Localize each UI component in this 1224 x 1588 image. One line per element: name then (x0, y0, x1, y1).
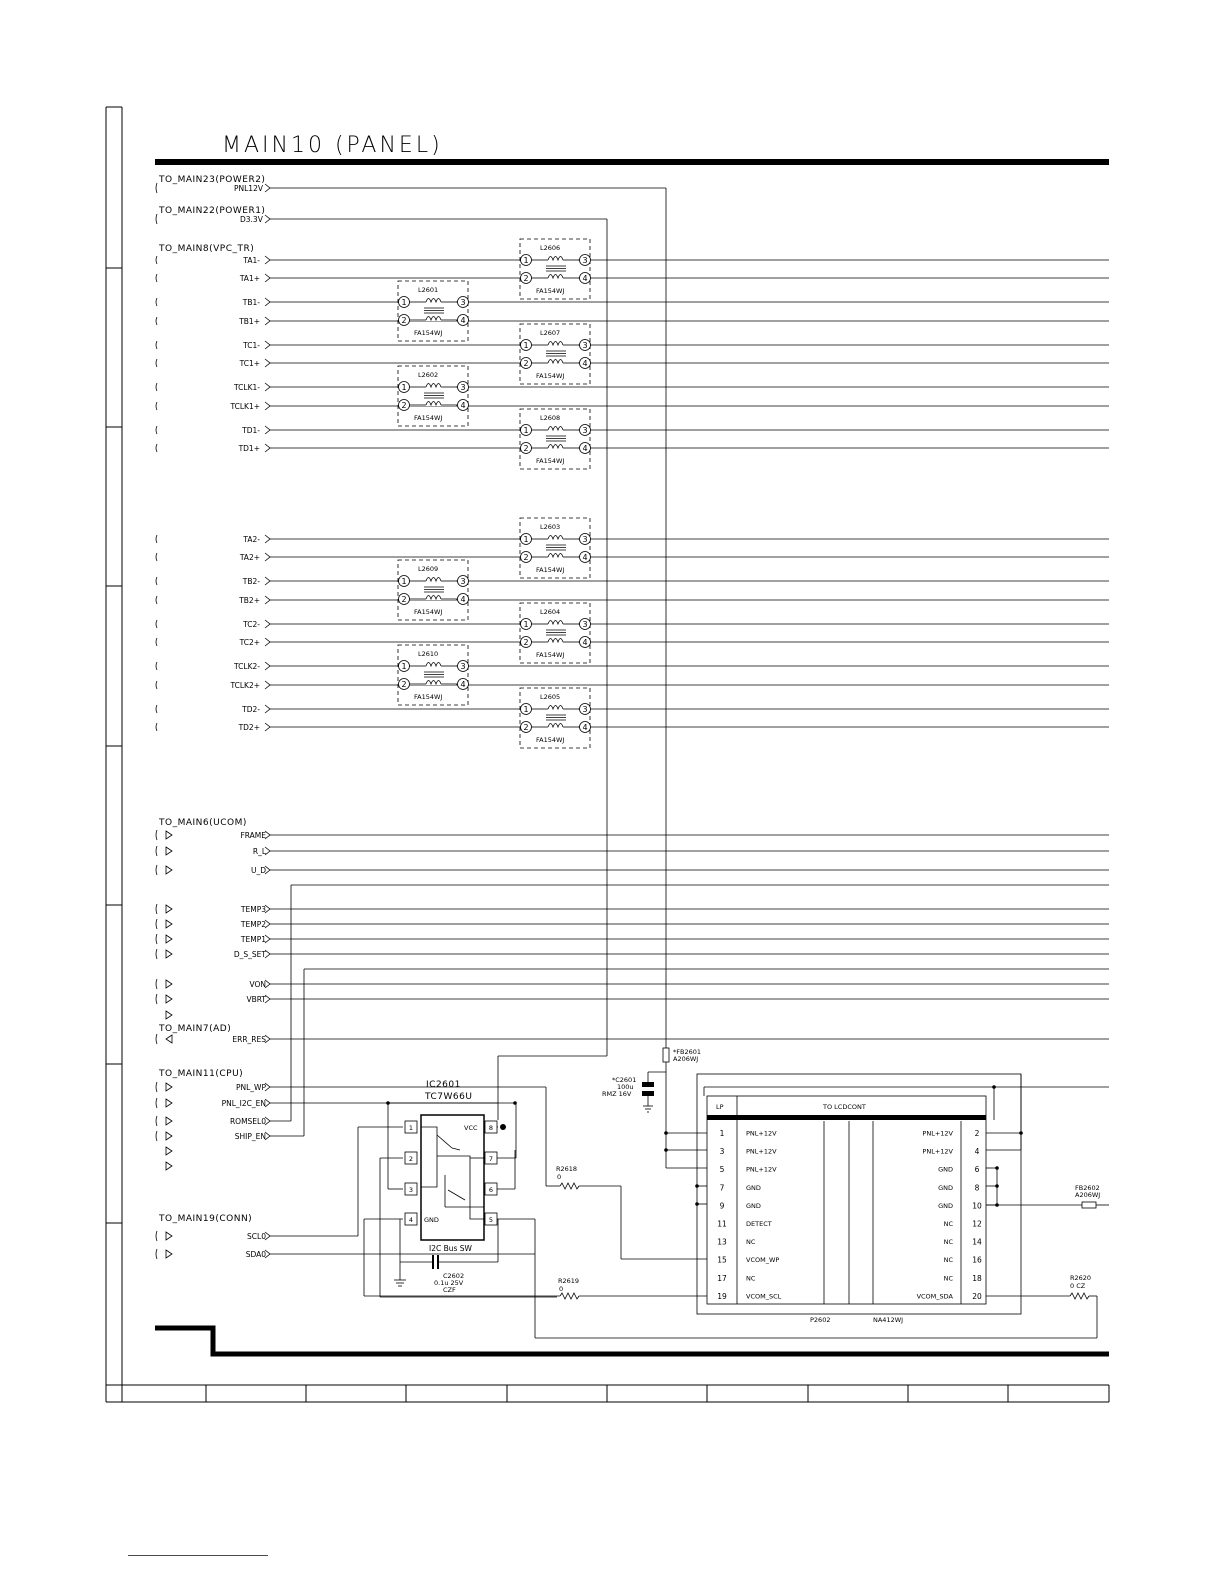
filter-pin-label: 4 (582, 274, 588, 283)
filter-part: FA154WJ (414, 414, 443, 422)
filter-pin-label: 3 (460, 577, 466, 586)
filter-pin-label: 2 (401, 401, 407, 410)
lvds-row-tb2m (156, 577, 1109, 585)
connector-signal-right: PNL+12V (922, 1147, 953, 1156)
ic-pin-number: 8 (488, 1124, 494, 1132)
connector-top-bar (707, 1115, 986, 1120)
filter-pin-label: 2 (401, 316, 407, 325)
c2601-plate-b (642, 1091, 654, 1096)
connector-to: TO LCDCONT (823, 1103, 866, 1111)
ic-pin-number: 2 (408, 1155, 414, 1163)
ic2601-caption: I2C Bus SW (429, 1244, 472, 1253)
ctrl-row-rl (156, 846, 1109, 856)
signal-tc2m: TC2- (243, 620, 260, 629)
filter-l2606 (520, 239, 591, 299)
connector-pin-left: 19 (717, 1291, 727, 1301)
filter-pin-label: 1 (523, 256, 529, 265)
group-label-ad: TO_MAIN7(AD) (159, 1024, 232, 1034)
connector-signal-left: NC (746, 1274, 756, 1283)
filter-pin-label: 3 (582, 620, 588, 629)
group-label-power1: TO_MAIN22(POWER1) (159, 206, 266, 216)
filter-ref: L2609 (418, 565, 439, 573)
signal-ta1p: TA1+ (239, 274, 260, 283)
connector-signal-left: VCOM_WP (746, 1256, 780, 1265)
filter-ref: L2603 (540, 523, 561, 531)
filter-part: FA154WJ (536, 651, 565, 659)
signal-tc2p: TC2+ (239, 638, 260, 647)
filter-pin-label: 4 (460, 401, 466, 410)
filter-part: FA154WJ (536, 566, 565, 574)
bottom-bar (155, 1328, 1109, 1354)
connector-signal-left: DETECT (746, 1220, 772, 1228)
ctrl-row-von (156, 979, 1109, 989)
filter-pin-label: 3 (582, 705, 588, 714)
filter-pin-label: 1 (401, 383, 407, 392)
filter-ref: L2606 (540, 244, 561, 252)
connector-signal-right: NC (943, 1274, 953, 1283)
filter-pin-label: 3 (582, 256, 588, 265)
filter-ref: L2608 (540, 414, 561, 422)
filter-pin-label: 4 (582, 553, 588, 562)
filter-pin-label: 3 (582, 426, 588, 435)
connector-pin-left: 15 (717, 1255, 727, 1265)
connector-signal-right: NC (943, 1220, 953, 1228)
connector-pin-right: 4 (974, 1147, 980, 1157)
filter-pin-label: 3 (582, 341, 588, 350)
filter-l2603 (520, 518, 591, 578)
lvds-row-tc1m (156, 341, 1109, 349)
c2601-rating: RMZ 16V (602, 1090, 632, 1098)
connector-signal-right: PNL+12V (922, 1129, 953, 1138)
signal-dsset: D_S_SET (233, 950, 266, 959)
c2601-plate-a (642, 1082, 654, 1087)
filter-l2610 (398, 645, 469, 705)
filter-part: FA154WJ (414, 608, 443, 616)
filter-pin-label: 2 (523, 638, 529, 647)
r2620-ref: R2620 (1070, 1274, 1092, 1282)
ic-pin-number: 4 (408, 1216, 414, 1224)
ic2601-part: TC7W66U (425, 1092, 473, 1102)
filter-pin-label: 2 (523, 274, 529, 283)
ic2601-ref: IC2601 (426, 1080, 461, 1090)
connector-signal-left: GND (746, 1183, 761, 1192)
connector-row (720, 1129, 980, 1138)
ctrl-row-vbrt (156, 994, 1109, 1004)
ctrl-row-ud (156, 865, 1109, 875)
connector-pin-left: 3 (719, 1147, 725, 1157)
signal-td2m: TD2- (242, 705, 260, 714)
connector-part: NA412WJ (873, 1316, 904, 1324)
connector-lp: LP (716, 1103, 724, 1111)
filter-pin-label: 2 (401, 680, 407, 689)
filter-pin-label: 3 (460, 298, 466, 307)
signal-romsel0: ROMSEL0 (229, 1117, 266, 1126)
filter-pin-label: 4 (582, 638, 588, 647)
filter-pin-label: 4 (582, 444, 588, 453)
signal-tc1p: TC1+ (239, 359, 260, 368)
ic2601-vcc: VCC (464, 1124, 478, 1132)
signal-errres: ERR_RES (232, 1035, 266, 1044)
connector-ref: P2602 (810, 1316, 831, 1324)
r2619-ref: R2619 (558, 1277, 580, 1285)
connector-pin-right: 14 (972, 1237, 982, 1247)
group-label-power2: TO_MAIN23(POWER2) (159, 175, 266, 185)
filter-ref: L2610 (418, 650, 439, 658)
filter-part: FA154WJ (536, 372, 565, 380)
connector-row (717, 1292, 982, 1301)
c2602-type: CZF (443, 1286, 456, 1294)
filter-ref: L2604 (540, 608, 561, 616)
connector-pin-left: 13 (717, 1237, 727, 1247)
r2620-value: 0 CZ (1070, 1282, 1086, 1290)
signal-pnli2cen: PNL_I2C_EN (221, 1099, 266, 1108)
r2618-value: 0 (557, 1173, 562, 1181)
signal-tb2m: TB2- (242, 577, 260, 586)
filter-pin-label: 4 (460, 595, 466, 604)
filter-pin-label: 1 (401, 577, 407, 586)
filter-part: FA154WJ (536, 736, 565, 744)
signal-td2p: TD2+ (238, 723, 260, 732)
connector-signal-left: PNL+12V (746, 1129, 777, 1138)
signal-ud: U_D (250, 866, 266, 875)
ic-pin-number: 6 (488, 1186, 494, 1194)
connector-row (717, 1274, 982, 1283)
ctrl-row-frame (156, 830, 1109, 840)
filter-part: FA154WJ (414, 693, 443, 701)
lvds-row-ta2m (156, 535, 1109, 543)
control-nets (156, 830, 1109, 1259)
filter-pin-label: 4 (460, 680, 466, 689)
c2602-value: 0.1u 25V (434, 1279, 464, 1287)
signal-pnl12v: PNL12V (234, 184, 263, 193)
connector-signal-left: PNL+12V (746, 1147, 777, 1156)
filter-ref: L2605 (540, 693, 561, 701)
filter-l2607 (520, 324, 591, 384)
sheet-title: MAIN10 (PANEL) (222, 133, 443, 158)
filter-pin-label: 2 (401, 595, 407, 604)
c2601-value: 100u (617, 1083, 634, 1091)
connector-pin-right: 18 (972, 1273, 982, 1283)
connector-pin-right: 12 (972, 1219, 982, 1229)
ic-pin-number: 3 (408, 1186, 414, 1194)
connector-pin-left: 1 (719, 1129, 725, 1138)
ic-junction-dot (500, 1124, 506, 1130)
ic-pin-number: 1 (408, 1124, 414, 1132)
connector-signal-right: VCOM_SDA (916, 1292, 953, 1301)
signal-ta2p: TA2+ (239, 553, 260, 562)
lvds-labels (229, 256, 260, 732)
ic-junction-dot (513, 1101, 517, 1105)
lvds-row-tclk2p (156, 681, 1109, 689)
filter-part: FA154WJ (536, 457, 565, 465)
ctrl-row-temp2 (156, 919, 1109, 929)
group-label-vpc-tr: TO_MAIN8(VPC_TR) (159, 244, 255, 254)
lvds-row-ta2p (156, 553, 1109, 561)
filter-pin-label: 2 (523, 553, 529, 562)
ic2601-gnd: GND (424, 1216, 439, 1224)
fb2601-part: A206WJ (673, 1055, 699, 1063)
connector-pin-right: 16 (972, 1255, 982, 1265)
connector-row (720, 1201, 982, 1210)
connector-row (717, 1238, 982, 1247)
signal-shipen: SHIP_EN (234, 1132, 266, 1141)
filter-pin-label: 1 (401, 298, 407, 307)
connector-signal-right: GND (938, 1165, 953, 1174)
filter-pin-label: 2 (523, 359, 529, 368)
signal-sda0: SDA0 (245, 1250, 266, 1259)
connector-signal-right: NC (943, 1256, 953, 1265)
ic2601-pins (405, 1121, 497, 1225)
filter-l2604 (520, 603, 591, 663)
filter-ref: L2607 (540, 329, 561, 337)
connector-row (717, 1220, 982, 1229)
filter-pin-label: 4 (460, 316, 466, 325)
group-label-ucom: TO_MAIN6(UCOM) (159, 818, 247, 828)
lvds-row-ta1m (156, 256, 1109, 264)
ctrl-row-dsset (156, 949, 1109, 959)
filter-pin-label: 3 (460, 383, 466, 392)
signal-tclk2m: TCLK2- (234, 662, 260, 671)
signal-tb2p: TB2+ (239, 596, 260, 605)
signal-d33v: D3.3V (240, 215, 263, 224)
connector-signal-right: GND (938, 1183, 953, 1192)
signal-tb1m: TB1- (242, 298, 260, 307)
signal-scl0: SCL0 (247, 1232, 266, 1241)
connector-rows (717, 1129, 982, 1301)
connector-signal-left: PNL+12V (746, 1165, 777, 1174)
signal-temp2: TEMP2 (240, 920, 266, 929)
connector-pin-left: 9 (719, 1201, 725, 1211)
ctrl-row-temp3 (156, 904, 1109, 914)
filter-pin-label: 1 (523, 535, 529, 544)
connector-row (720, 1165, 980, 1174)
signal-von: VON (249, 980, 266, 989)
filter-ref: L2601 (418, 286, 439, 294)
lvds-nets (156, 256, 1109, 731)
lvds-row-td1m (156, 426, 1109, 434)
filter-part: FA154WJ (536, 287, 565, 295)
connector-pin-right: 6 (974, 1165, 980, 1175)
filter-pin-label: 3 (460, 662, 466, 671)
r2618-ref: R2618 (556, 1165, 578, 1173)
lvds-row-tclk2m (156, 662, 1109, 670)
lvds-row-tc2p (156, 638, 1109, 646)
signal-temp1: TEMP1 (240, 935, 266, 944)
filter-pin-label: 2 (523, 723, 529, 732)
connector-signal-right: NC (943, 1238, 953, 1247)
signal-tclk2p: TCLK2+ (230, 681, 260, 690)
lvds-row-tb1p (156, 317, 1109, 325)
filter-pin-label: 1 (401, 662, 407, 671)
signal-tb1p: TB1+ (239, 317, 260, 326)
connector-signal-left: VCOM_SCL (746, 1292, 782, 1301)
signal-ta2m: TA2- (243, 535, 260, 544)
signal-temp3: TEMP3 (240, 905, 266, 914)
filter-pin-label: 1 (523, 620, 529, 629)
filter-l2602 (398, 366, 469, 426)
connector-pin-right: 2 (974, 1129, 980, 1138)
connector-signal-left: GND (746, 1201, 761, 1210)
filter-pin-label: 1 (523, 341, 529, 350)
connector-row (720, 1183, 980, 1192)
lvds-row-tclk1m (156, 383, 1109, 391)
ic-pin-number: 5 (488, 1216, 494, 1224)
signal-td1p: TD1+ (238, 444, 260, 453)
c2602-plate-a (432, 1255, 434, 1269)
lvds-row-td1p (156, 444, 1109, 452)
connector-pin-right: 20 (972, 1291, 982, 1301)
ctrl-row-temp1 (156, 934, 1109, 944)
ic-pin-number: 7 (488, 1155, 494, 1163)
connector-pin-left: 17 (717, 1273, 727, 1283)
connector-pin-left: 5 (719, 1165, 725, 1175)
group-label-conn: TO_MAIN19(CONN) (159, 1214, 253, 1224)
lvds-row-tclk1p (156, 402, 1109, 410)
c2601-ref: *C2601 (612, 1076, 637, 1084)
signal-tclk1m: TCLK1- (234, 383, 260, 392)
signal-pnlwp: PNL_WP (236, 1083, 266, 1092)
filter-ref: L2602 (418, 371, 439, 379)
filter-pin-label: 3 (582, 535, 588, 544)
connector-row (720, 1147, 980, 1156)
control-labels (222, 831, 267, 1259)
connector-pin-left: 7 (719, 1183, 725, 1193)
lvds-row-tc1p (156, 359, 1109, 367)
c2602-ref: C2602 (443, 1272, 465, 1280)
signal-tc1m: TC1- (243, 341, 260, 350)
filter-l2608 (520, 409, 591, 469)
connector-pin-right: 10 (972, 1201, 982, 1211)
fb2601-ref: *FB2601 (673, 1048, 701, 1056)
connector-signal-right: GND (938, 1201, 953, 1210)
filter-pin-label: 4 (582, 359, 588, 368)
ic-junction-dot (386, 1101, 390, 1105)
connector-pin-left: 11 (717, 1219, 727, 1229)
connector-signal-left: NC (746, 1238, 756, 1247)
filter-pin-label: 1 (523, 705, 529, 714)
filter-l2605 (520, 688, 591, 748)
signal-frame: FRAME (240, 831, 266, 840)
signal-td1m: TD1- (242, 426, 260, 435)
connector-p2602 (666, 1074, 1109, 1314)
filter-pin-label: 1 (523, 426, 529, 435)
footer-link-underline[interactable] (128, 1555, 268, 1556)
connector-pin-right: 8 (974, 1183, 980, 1193)
group-label-cpu: TO_MAIN11(CPU) (159, 1069, 244, 1079)
common-mode-filters (398, 239, 591, 748)
filter-pin-label: 2 (523, 444, 529, 453)
filter-pin-label: 4 (582, 723, 588, 732)
title-bar (155, 159, 1109, 165)
filter-part: FA154WJ (414, 329, 443, 337)
fb2602-part: A206WJ (1075, 1191, 1101, 1199)
lvds-row-td2p (156, 723, 1109, 731)
fb2602-ref: FB2602 (1075, 1184, 1100, 1192)
lvds-row-ta1p (156, 274, 1109, 282)
filter-l2601 (398, 281, 469, 341)
signal-vbrt: VBRT (246, 995, 266, 1004)
r2619-value: 0 (559, 1285, 564, 1293)
signal-tclk1p: TCLK1+ (230, 402, 260, 411)
filter-l2609 (398, 560, 469, 620)
lvds-row-tb1m (156, 298, 1109, 306)
c2602-plate-b (437, 1255, 439, 1269)
connector-row (717, 1256, 982, 1265)
ctrl-row-errres (156, 1034, 1109, 1044)
lvds-row-tb2p (156, 596, 1109, 604)
lvds-row-td2m (156, 705, 1109, 713)
signal-rl: R_L (252, 847, 266, 856)
signal-ta1m: TA1- (243, 256, 260, 265)
lvds-row-tc2m (156, 620, 1109, 628)
